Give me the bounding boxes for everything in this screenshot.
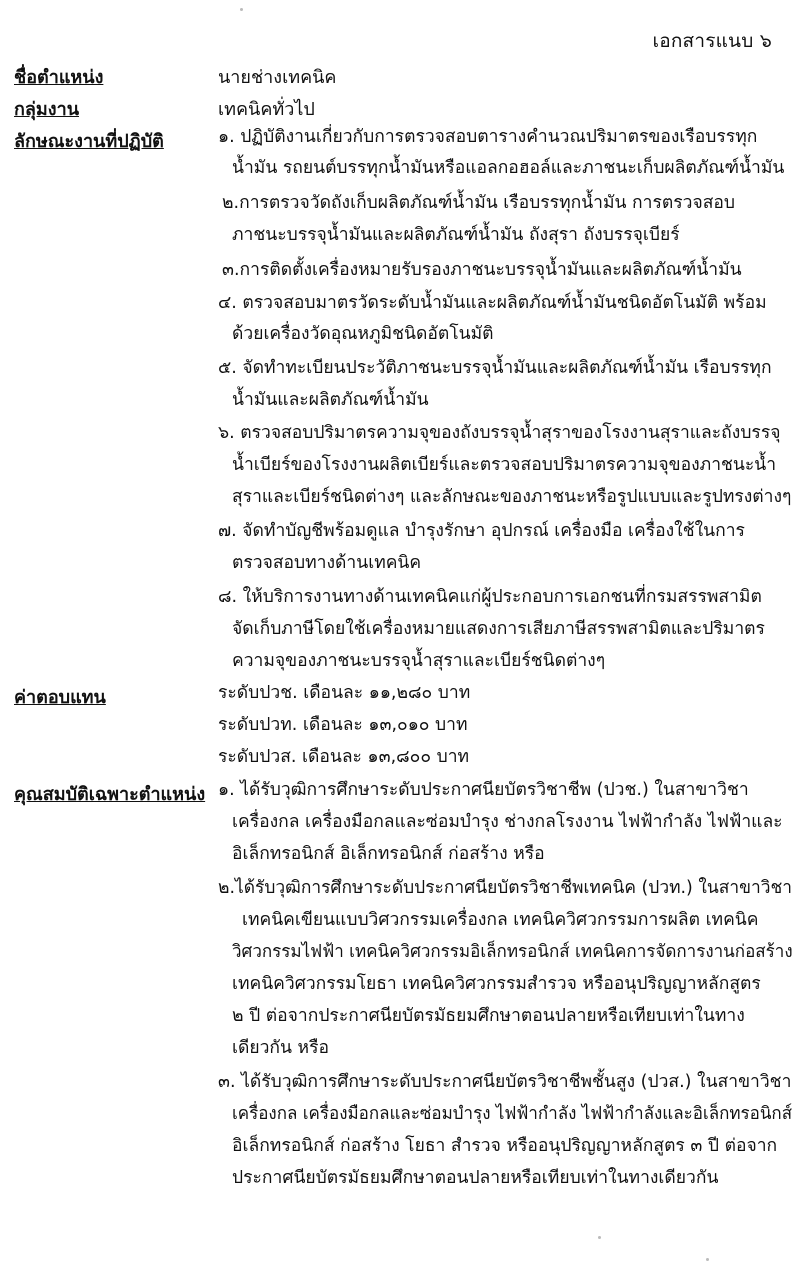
qualification-line: วิศวกรรมไฟฟ้า เทคนิควิศวกรรมอิเล็กทรอนิกส์ เทคนิคการจัดการงานก่อสร้าง [232,942,793,962]
duty-line: น้ำเบียร์ของโรงงานผลิตเบียร์และตรวจสอบปริมาตรความจุของภาชนะน้ำ [232,455,777,475]
qualification-line: อิเล็กทรอนิกส์ ก่อสร้าง โยธา สำรวจ หรืออนุปริญญาหลักสูตร ๓ ปี ต่อจาก [232,1136,778,1156]
compensation-rate: ระดับปวช. เดือนละ ๑๑,๒๘๐ บาท [218,683,471,703]
duty-line: ๗. จัดทำบัญชีพร้อมดูแล บำรุงรักษา อุปกรณ์ เครื่องมือ เครื่องใช้ในการ [218,521,745,541]
scan-speck [598,1236,601,1239]
duty-line: ๑. ปฏิบัติงานเกี่ยวกับการตรวจสอบตารางคำนวณปริมาตรของเรือบรรทุก [218,127,758,147]
duty-line: น้ำมัน รถยนต์บรรทุกน้ำมันหรือแอลกอฮอล์และภาชนะเก็บผลิตภัณฑ์น้ำมัน [232,158,785,178]
duty-line: ด้วยเครื่องวัดอุณหภูมิชนิดอัตโนมัติ [232,324,494,344]
qualification-line: เทคนิควิศวกรรมโยธา เทคนิควิศวกรรมสำรวจ หรืออนุปริญญาหลักสูตร [232,974,761,994]
qualification-line: ๓. ได้รับวุฒิการศึกษาระดับประกาศนียบัตรวิชาชีพชั้นสูง (ปวส.) ในสาขาวิชา [218,1072,792,1092]
duty-line: จัดเก็บภาษีโดยใช้เครื่องหมายแสดงการเสียภาษีสรรพสามิตและปริมาตร [232,619,765,639]
qualification-line: เครื่องกล เครื่องมือกลและซ่อมบำรุง ช่างกลโรงงาน ไฟฟ้ากำลัง ไฟฟ้าและ [232,812,783,832]
qualification-line: เครื่องกล เครื่องมือกลและซ่อมบำรุง ไฟฟ้ากำลัง ไฟฟ้ากำลังและอิเล็กทรอนิกส์ [232,1104,793,1124]
duty-line: ตรวจสอบทางด้านเทคนิค [232,553,422,573]
position-value: นายช่างเทคนิค [218,67,337,88]
qualification-line: ๒ ปี ต่อจากประกาศนียบัตรมัธยมศึกษาตอนปลายหรือเทียบเท่าในทาง [232,1006,745,1026]
group-label: กลุ่มงาน [14,99,79,120]
duty-line: สุราและเบียร์ชนิดต่างๆ และลักษณะของภาชนะหรือรูปแบบและรูปทรงต่างๆ [232,487,792,507]
compensation-rate: ระดับปวท. เดือนละ ๑๓,๐๑๐ บาท [218,715,468,735]
qualification-line: อิเล็กทรอนิกส์ อิเล็กทรอนิกส์ ก่อสร้าง หรือ [232,844,545,864]
duty-line: น้ำมันและผลิตภัณฑ์น้ำมัน [232,390,429,410]
attachment-reference: เอกสารแนบ ๖ [652,30,772,52]
qualification-line: เทคนิคเขียนแบบวิศวกรรมเครื่องกล เทคนิควิศวกรรมการผลิต เทคนิค [242,910,759,930]
duty-line: ความจุของภาชนะบรรจุน้ำสุราและเบียร์ชนิดต่างๆ [232,651,606,671]
qualification-line: ประกาศนียบัตรมัธยมศึกษาตอนปลายหรือเทียบเท่าในทางเดียวกัน [232,1168,719,1188]
scan-speck [240,8,243,11]
duty-line: ๖. ตรวจสอบปริมาตรความจุของถังบรรจุน้ำสุราของโรงงานสุราและถังบรรจุ [218,423,781,443]
group-value: เทคนิคทั่วไป [218,99,315,120]
duty-line: ๘. ให้บริการงานทางด้านเทคนิคแก่ผู้ประกอบการเอกชนที่กรมสรรพสามิต [218,587,762,607]
qualifications-label: คุณสมบัติเฉพาะตำแหน่ง [14,784,206,805]
qualification-line: ๒.ได้รับวุฒิการศึกษาระดับประกาศนียบัตรวิชาชีพเทคนิค (ปวท.) ในสาขาวิชา [218,878,793,898]
scan-speck [706,1258,709,1261]
duty-line: ๔. ตรวจสอบมาตรวัดระดับน้ำมันและผลิตภัณฑ์น้ำมันชนิดอัตโนมัติ พร้อม [218,293,767,313]
compensation-rate: ระดับปวส. เดือนละ ๑๓,๘๐๐ บาท [218,747,470,767]
qualification-line: ๑. ได้รับวุฒิการศึกษาระดับประกาศนียบัตรวิชาชีพ (ปวช.) ในสาขาวิชา [218,780,749,800]
duty-line: ภาชนะบรรจุน้ำมันและผลิตภัณฑ์น้ำมัน ถังสุรา ถังบรรจุเบียร์ [232,225,680,245]
compensation-label: ค่าตอบแทน [14,687,106,708]
qualification-line: เดียวกัน หรือ [232,1038,329,1058]
duty-line: ๕. จัดทำทะเบียนประวัติภาชนะบรรจุน้ำมันและผลิตภัณฑ์น้ำมัน เรือบรรทุก [218,358,772,378]
duty-line: ๓.การติดตั้งเครื่องหมายรับรองภาชนะบรรจุน้ำมันและผลิตภัณฑ์น้ำมัน [222,260,742,280]
duty-line: ๒.การตรวจวัดถังเก็บผลิตภัณฑ์น้ำมัน เรือบรรทุกน้ำมัน การตรวจสอบ [222,193,736,213]
position-label: ชื่อตำแหน่ง [14,67,104,88]
duties-label: ลักษณะงานที่ปฏิบัติ [14,131,164,152]
